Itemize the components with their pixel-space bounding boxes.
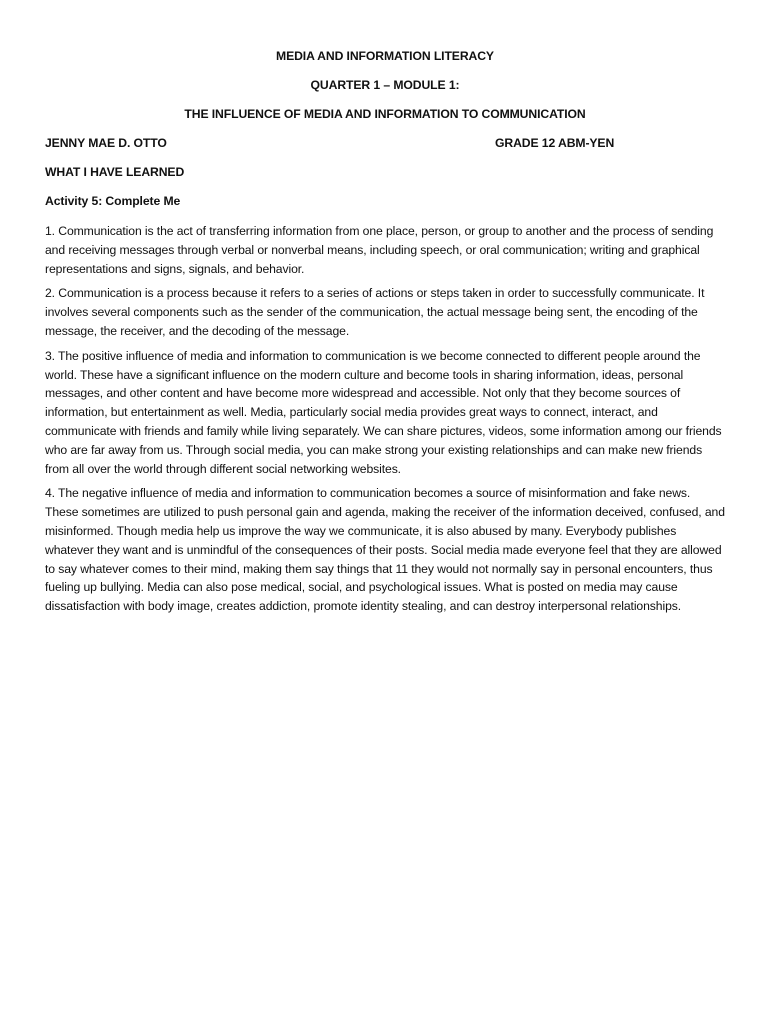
subject-title: MEDIA AND INFORMATION LITERACY <box>276 49 494 63</box>
answer-paragraph-2: 2. Communication is a process because it refers to a series of actions or steps taken in order to successfully communicate. It involves several components such as the sender of the communication, the actual message being sent, the encoding of the message, the receiver, and the decoding of the message. <box>45 286 705 338</box>
student-info-row <box>45 135 725 151</box>
answer-paragraph-4: 4. The negative influence of media and information to communication becomes a source of misinformation and fake news. These sometimes are utilized to push personal gain and agenda, making the receiver of the information deceived, confused, and misinformed. Though media help us improve the way we communicate, it is also abused by many. Everybody publishes whatever they want and is unmindful of the consequences of their posts. Social media made everyone feel that they are allowed to say whatever comes to their mind, making them say things that 11 they would not normally say in personal encounters, thus fueling up bullying. Media can also pose medical, social, and psychological issues. What is posted on media may cause dissatisfaction with body image, creates addiction, promote identity stealing, and can destroy interpersonal relationships. <box>45 486 725 614</box>
answer-paragraph-1: 1. Communication is the act of transferring information from one place, person, or group to another and the process of sending and receiving messages through verbal or nonverbal means, including speech, or oral communication; writing and graphical representations and signs, signals, and behavior. <box>45 224 714 276</box>
student-name: JENNY MAE D. OTTO <box>45 136 167 150</box>
section-heading: WHAT I HAVE LEARNED <box>45 165 185 179</box>
quarter-module-title: QUARTER 1 – MODULE 1: <box>310 78 460 92</box>
student-grade: GRADE 12 ABM-YEN <box>495 136 615 150</box>
document-body <box>45 48 725 622</box>
activity-heading: Activity 5: Complete Me <box>45 194 181 208</box>
answer-paragraph-3: 3. The positive influence of media and information to communication is we become connected to different people around the world. These have a significant influence on the modern culture and become tools in sharing information, ideas, personal messages, and other content and have become more widespread and accessible. Not only that they become sources of information, but entertainment as well. Media, particularly social media provides great ways to connect, interact, and communicate with friends and family while living separately. We can share pictures, videos, some information among our friends who are far away from us. Through social media, you can make strong your existing relationships and can make new friends from all over the world through different social networking websites. <box>45 348 722 476</box>
topic-title: THE INFLUENCE OF MEDIA AND INFORMATION TO COMMUNICATION <box>184 107 586 121</box>
